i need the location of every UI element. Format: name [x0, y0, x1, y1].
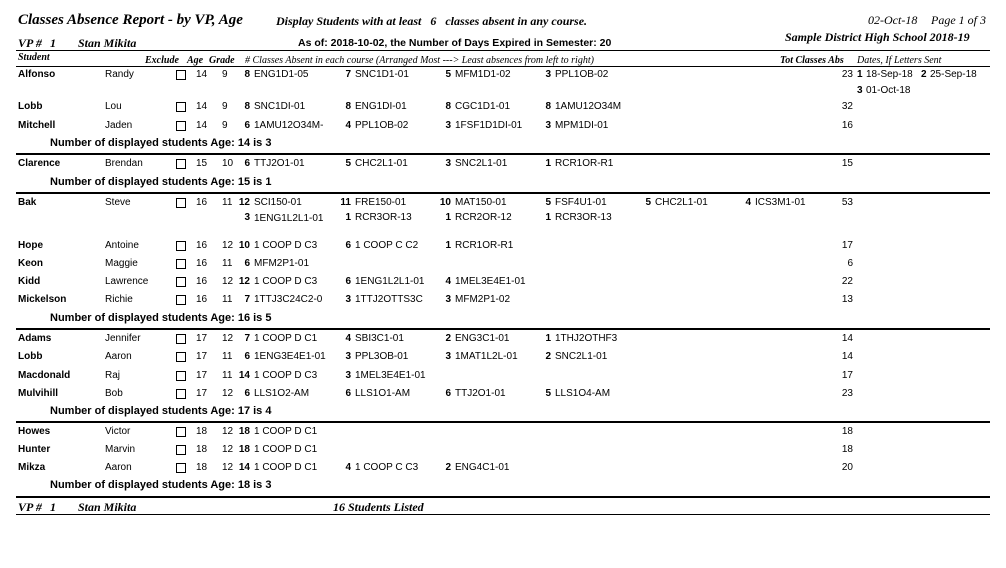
col-student: Student [18, 52, 50, 63]
course-code: MPM1DI-01 [555, 120, 609, 131]
student-first-name: Aaron [105, 351, 132, 362]
absence-count: 10 [439, 197, 451, 208]
school-name: Sample District High School 2018-19 [785, 30, 970, 44]
absence-count: 3 [445, 294, 451, 305]
course-code: FRE150-01 [355, 197, 407, 208]
student-grade: 11 [222, 370, 233, 381]
group-separator [16, 496, 990, 498]
course-code: ICS3M1-01 [755, 197, 806, 208]
absence-count: 18 [238, 444, 250, 455]
student-last-name: Keon [18, 258, 43, 269]
student-age: 16 [196, 294, 208, 305]
course-code: 1MEL3E4E1-01 [355, 370, 426, 381]
total-classes-absent: 16 [841, 120, 853, 131]
total-classes-absent: 17 [841, 370, 853, 381]
student-age: 18 [196, 444, 208, 455]
exclude-checkbox[interactable] [176, 121, 186, 131]
course-code: ENG1D1-05 [254, 69, 309, 80]
letter-number: 3 [857, 85, 863, 96]
vp-name: Stan Mikita [78, 36, 137, 50]
course-code: 1AMU12O34M- [254, 120, 324, 131]
letter-date: 25-Sep-18 [930, 69, 977, 80]
age-summary: Number of displayed students Age: 15 is 1 [50, 176, 272, 188]
student-last-name: Mitchell [18, 120, 56, 131]
student-age: 16 [196, 240, 208, 251]
student-last-name: Clarence [18, 158, 61, 169]
student-grade: 11 [222, 294, 233, 305]
col-exclude: Exclude [145, 55, 179, 66]
student-last-name: Adams [18, 333, 52, 344]
course-code: CHC2L1-01 [355, 158, 408, 169]
course-code: MAT150-01 [455, 197, 507, 208]
total-classes-absent: 15 [841, 158, 853, 169]
course-code: ENG3C1-01 [455, 333, 510, 344]
absence-count: 1 [445, 240, 451, 251]
absence-count: 18 [238, 426, 250, 437]
age-summary: Number of displayed students Age: 14 is 3 [50, 137, 272, 149]
absence-count: 3 [445, 158, 451, 169]
footer-vp-label: VP # [18, 500, 42, 514]
absence-count: 6 [244, 158, 250, 169]
course-code: RCR1OR-R1 [455, 240, 514, 251]
student-age: 14 [196, 120, 208, 131]
total-classes-absent: 13 [841, 294, 853, 305]
course-code: SNC2L1-01 [455, 158, 508, 169]
footer-vp-number: 1 [50, 500, 56, 514]
footer-vp-name: Stan Mikita [78, 500, 137, 514]
course-code: PPL1OB-02 [355, 120, 409, 131]
absence-count: 6 [244, 351, 250, 362]
student-last-name: Mickelson [18, 294, 67, 305]
student-last-name: Macdonald [18, 370, 71, 381]
report-subtitle [276, 14, 587, 29]
total-classes-absent: 53 [841, 197, 853, 208]
exclude-checkbox[interactable] [176, 463, 186, 473]
total-classes-absent: 32 [841, 101, 853, 112]
course-code: 1 COOP D C1 [254, 444, 318, 455]
total-classes-absent: 22 [841, 276, 853, 287]
absence-count: 8 [345, 101, 351, 112]
course-code: TTJ2O1-01 [455, 388, 506, 399]
absence-count: 5 [345, 158, 351, 169]
exclude-checkbox[interactable] [176, 427, 186, 437]
group-separator [16, 421, 990, 423]
student-age: 17 [196, 333, 208, 344]
student-grade: 12 [222, 333, 234, 344]
course-code: 1ENG1L2L1-01 [355, 276, 425, 287]
absence-count: 2 [445, 333, 451, 344]
exclude-checkbox[interactable] [176, 371, 186, 381]
absence-count: 1 [545, 158, 551, 169]
course-code: 1 COOP D C1 [254, 426, 318, 437]
student-grade: 10 [222, 158, 234, 169]
group-separator [16, 192, 990, 194]
student-last-name: Kidd [18, 276, 41, 287]
student-age: 14 [196, 101, 208, 112]
as-of-text: As of: 2018-10-02, the Number of Days Expired in Semester: 20 [298, 37, 612, 49]
absence-count: 3 [445, 351, 451, 362]
absence-count: 2 [545, 351, 551, 362]
course-code: 1TTJ2OTTS3C [355, 294, 423, 305]
student-first-name: Maggie [105, 258, 138, 269]
student-last-name: Hunter [18, 444, 51, 455]
student-last-name: Mulvihill [18, 388, 58, 399]
student-grade: 12 [222, 388, 234, 399]
absence-count: 5 [545, 197, 551, 208]
absence-count: 7 [244, 294, 250, 305]
age-summary: Number of displayed students Age: 18 is 3 [50, 479, 272, 491]
exclude-checkbox[interactable] [176, 259, 186, 269]
student-grade: 12 [222, 444, 234, 455]
absence-count: 1 [545, 333, 551, 344]
absence-count: 14 [238, 370, 250, 381]
absence-count: 3 [345, 351, 351, 362]
student-last-name: Howes [18, 426, 51, 437]
course-code: 1FSF1D1DI-01 [455, 120, 523, 131]
vp-label: VP # [18, 36, 42, 50]
student-first-name: Marvin [105, 444, 136, 455]
course-code: 1 COOP D C1 [254, 333, 318, 344]
course-code: CHC2L1-01 [655, 197, 708, 208]
page-number: Page 1 of 3 [931, 13, 986, 27]
absence-count: 4 [345, 462, 351, 473]
exclude-checkbox[interactable] [176, 277, 186, 287]
course-code: LLS1O4-AM [555, 388, 611, 399]
course-code: LLS1O2-AM [254, 388, 310, 399]
student-last-name: Hope [18, 240, 43, 251]
absence-count: 2 [445, 462, 451, 473]
course-code: RCR2OR-12 [455, 212, 512, 223]
student-grade: 12 [222, 240, 234, 251]
student-last-name: Mikza [18, 462, 46, 473]
exclude-checkbox[interactable] [176, 70, 186, 80]
absence-count: 5 [645, 197, 651, 208]
exclude-checkbox[interactable] [176, 198, 186, 208]
student-last-name: Alfonso [18, 69, 56, 80]
absence-count: 3 [445, 120, 451, 131]
absence-count: 4 [345, 333, 351, 344]
student-age: 17 [196, 388, 208, 399]
student-first-name: Jennifer [105, 333, 141, 344]
report-title: Classes Absence Report - by VP, Age [18, 12, 243, 28]
course-code: CGC1D1-01 [455, 101, 511, 112]
absence-count: 14 [238, 462, 250, 473]
absence-count: 12 [238, 276, 250, 287]
absence-count: 6 [345, 240, 351, 251]
course-code: SNC2L1-01 [555, 351, 608, 362]
col-dates: Dates, If Letters Sent [857, 55, 942, 66]
student-first-name: Steve [105, 197, 131, 208]
absence-count: 3 [545, 120, 551, 131]
student-first-name: Lawrence [105, 276, 149, 287]
student-first-name: Randy [105, 69, 134, 80]
student-grade: 11 [222, 197, 233, 208]
course-code: LLS1O1-AM [355, 388, 411, 399]
columns-rule [16, 66, 990, 67]
student-age: 18 [196, 462, 208, 473]
course-code: 1 COOP C C3 [355, 462, 419, 473]
student-age: 16 [196, 197, 208, 208]
group-separator [16, 328, 990, 330]
absence-count: 4 [745, 197, 751, 208]
student-first-name: Richie [105, 294, 133, 305]
col-grade: Grade [209, 55, 235, 66]
report-date: 02-Oct-18 [868, 13, 918, 27]
student-grade: 9 [222, 101, 228, 112]
student-first-name: Victor [105, 426, 131, 437]
course-code: SNC1D1-01 [355, 69, 409, 80]
exclude-checkbox[interactable] [176, 295, 186, 305]
students-listed: 16 Students Listed [333, 500, 424, 514]
student-age: 17 [196, 370, 208, 381]
course-code: 1ENG1L2L1-01 [254, 213, 324, 224]
exclude-checkbox[interactable] [176, 241, 186, 251]
total-classes-absent: 18 [841, 426, 853, 437]
subtitle-post: classes absent in any course. [445, 14, 588, 28]
absence-count: 7 [345, 69, 351, 80]
course-code: 1 COOP D C3 [254, 276, 318, 287]
course-code: 1 COOP D C1 [254, 462, 318, 473]
absence-count: 3 [345, 370, 351, 381]
exclude-checkbox[interactable] [176, 159, 186, 169]
absence-count: 8 [545, 101, 551, 112]
absence-count: 8 [244, 69, 250, 80]
absence-count: 3 [545, 69, 551, 80]
absence-count: 4 [345, 120, 351, 131]
col-age: Age [187, 55, 204, 66]
total-classes-absent: 23 [841, 69, 853, 80]
total-classes-absent: 17 [841, 240, 853, 251]
absence-count: 8 [445, 101, 451, 112]
student-age: 15 [196, 158, 208, 169]
student-age: 18 [196, 426, 208, 437]
student-first-name: Raj [105, 370, 121, 381]
letter-date: 18-Sep-18 [866, 69, 913, 80]
student-grade: 9 [222, 120, 228, 131]
student-grade: 12 [222, 462, 234, 473]
course-code: 1 COOP D C3 [254, 240, 318, 251]
total-classes-absent: 6 [847, 258, 853, 269]
absence-count: 5 [545, 388, 551, 399]
col-tot: Tot Classes Abs [780, 55, 844, 66]
total-classes-absent: 14 [841, 333, 853, 344]
age-summary: Number of displayed students Age: 17 is 4 [50, 405, 272, 417]
exclude-checkbox[interactable] [176, 445, 186, 455]
course-code: SBI3C1-01 [355, 333, 404, 344]
course-code: 1AMU12O34M [555, 101, 622, 112]
course-code: 1ENG3E4E1-01 [254, 351, 326, 362]
student-grade: 12 [222, 426, 234, 437]
absence-count: 8 [244, 101, 250, 112]
absence-count: 1 [345, 212, 351, 223]
student-first-name: Bob [105, 388, 123, 399]
student-age: 16 [196, 276, 208, 287]
course-code: RCR3OR-13 [555, 212, 612, 223]
footer-rule [16, 514, 990, 515]
student-grade: 11 [222, 351, 233, 362]
absence-count: 1 [545, 212, 551, 223]
student-grade: 12 [222, 276, 234, 287]
course-code: RCR1OR-R1 [555, 158, 614, 169]
exclude-checkbox[interactable] [176, 102, 186, 112]
student-last-name: Lobb [18, 101, 43, 112]
absence-count: 10 [238, 240, 250, 251]
course-code: SCI150-01 [254, 197, 302, 208]
absence-count: 3 [345, 294, 351, 305]
course-code: MFM1D1-02 [455, 69, 511, 80]
course-code: MFM2P1-02 [455, 294, 511, 305]
course-code: RCR3OR-13 [355, 212, 412, 223]
col-classes: # Classes Absent in each course (Arranged Most ---> Least absences from left to right) [245, 55, 594, 66]
student-last-name: Bak [18, 197, 37, 208]
total-classes-absent: 14 [841, 351, 853, 362]
absence-count: 6 [244, 388, 250, 399]
course-code: 1 COOP D C3 [254, 370, 318, 381]
total-classes-absent: 23 [841, 388, 853, 399]
absence-count: 12 [238, 197, 250, 208]
letter-number: 2 [921, 69, 927, 80]
absence-count: 6 [445, 388, 451, 399]
group-separator [16, 153, 990, 155]
total-classes-absent: 20 [841, 462, 853, 473]
subtitle-pre: Display Students with at least [276, 14, 422, 28]
exclude-checkbox[interactable] [176, 334, 186, 344]
student-age: 14 [196, 69, 208, 80]
absence-count: 7 [244, 333, 250, 344]
course-code: 1MEL3E4E1-01 [455, 276, 526, 287]
course-code: FSF4U1-01 [555, 197, 607, 208]
course-code: TTJ2O1-01 [254, 158, 305, 169]
student-grade: 9 [222, 69, 228, 80]
course-code: ENG1DI-01 [355, 101, 407, 112]
course-code: 1THJ2OTHF3 [555, 333, 618, 344]
absence-count: 4 [445, 276, 451, 287]
total-classes-absent: 18 [841, 444, 853, 455]
age-summary: Number of displayed students Age: 16 is 5 [50, 312, 272, 324]
absence-count: 3 [244, 212, 250, 223]
absence-count: 5 [445, 69, 451, 80]
absence-count: 1 [445, 212, 451, 223]
student-first-name: Lou [105, 101, 122, 112]
letter-number: 1 [857, 69, 863, 80]
course-code: 1 COOP C C2 [355, 240, 419, 251]
course-code: MFM2P1-01 [254, 258, 310, 269]
course-code: 1MAT1L2L-01 [455, 351, 518, 362]
course-code: SNC1DI-01 [254, 101, 306, 112]
letter-date: 01-Oct-18 [866, 85, 911, 96]
student-age: 17 [196, 351, 208, 362]
course-code: 1TTJ3C24C2-0 [254, 294, 323, 305]
exclude-checkbox[interactable] [176, 352, 186, 362]
course-code: PPL1OB-02 [555, 69, 609, 80]
vp-number: 1 [50, 36, 56, 50]
absence-count: 6 [244, 120, 250, 131]
course-code: PPL3OB-01 [355, 351, 409, 362]
course-code: ENG4C1-01 [455, 462, 510, 473]
student-grade: 11 [222, 258, 233, 269]
student-first-name: Jaden [105, 120, 133, 131]
min-classes: 6 [430, 14, 437, 28]
absence-count: 6 [345, 388, 351, 399]
student-first-name: Aaron [105, 462, 132, 473]
student-first-name: Brendan [105, 158, 143, 169]
absence-count: 11 [340, 197, 351, 208]
absence-count: 6 [345, 276, 351, 287]
exclude-checkbox[interactable] [176, 389, 186, 399]
student-first-name: Antoine [105, 240, 139, 251]
header-rule [16, 50, 990, 51]
absence-count: 6 [244, 258, 250, 269]
student-last-name: Lobb [18, 351, 43, 362]
student-age: 16 [196, 258, 208, 269]
